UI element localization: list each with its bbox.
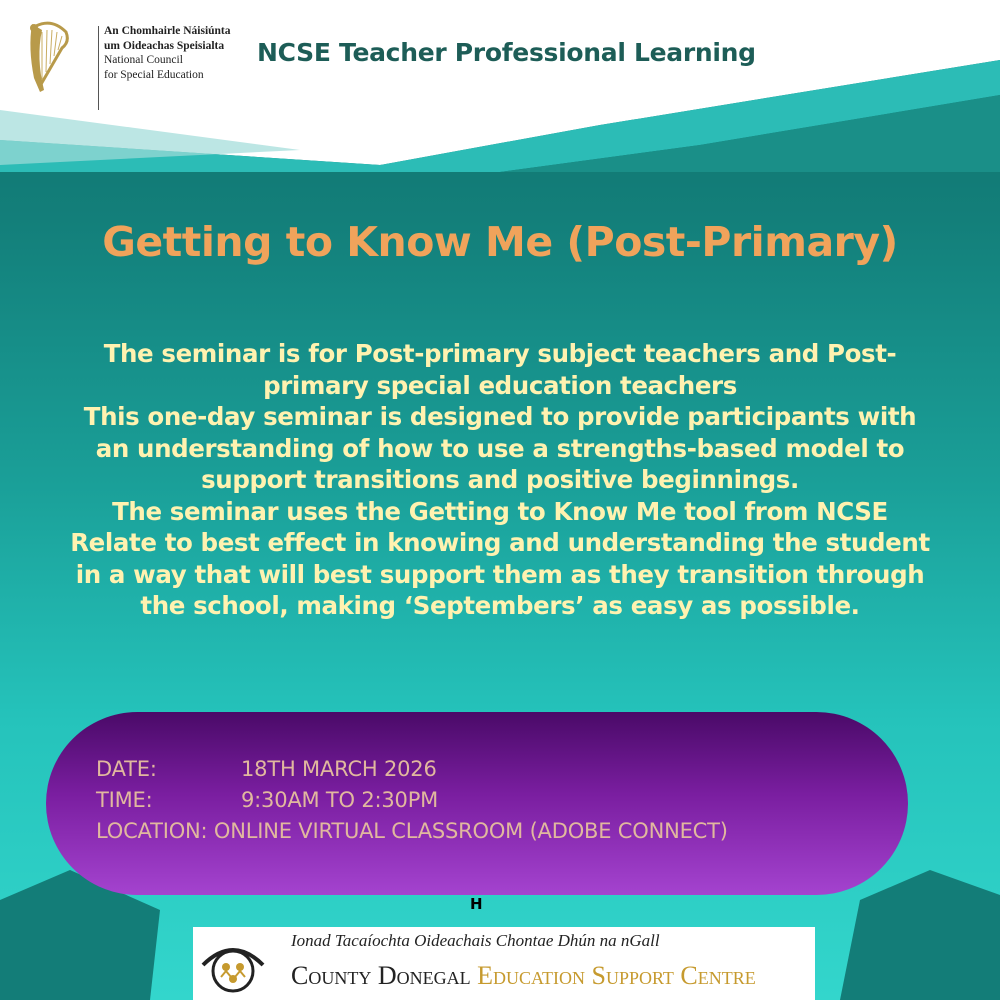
date-label: DATE:	[96, 757, 157, 781]
details-panel	[46, 712, 908, 895]
location-value: ONLINE VIRTUAL CLASSROOM (ADOBE CONNECT)	[213, 819, 728, 843]
stray-mark: H	[470, 895, 483, 913]
time-label: TIME:	[96, 788, 153, 812]
description-line: in a way that will best support them as they transition through	[75, 559, 925, 589]
logo-line: um Oideachas Speisialta	[104, 39, 225, 52]
ncse-logo	[22, 18, 237, 100]
description-line: This one-day seminar is designed to provide participants with	[83, 402, 917, 431]
footer-name-part2: Education Support Centre	[477, 961, 756, 990]
time-row	[96, 788, 439, 812]
description-line: The seminar uses the Getting to Know Me tool from NCSE	[112, 496, 888, 526]
description-line: the school, making ‘Septembers’ as easy as possible.	[140, 591, 860, 620]
footer-name-part1: County Donegal	[291, 961, 471, 990]
logo-line: for Special Education	[104, 68, 204, 81]
seminar-description	[10, 338, 990, 622]
page-title: Getting to Know Me (Post-Primary)	[102, 218, 898, 266]
footer-irish-name: Ionad Tacaíochta Oideachais Chontae Dhún na nGall	[291, 931, 660, 950]
date-row	[96, 757, 437, 781]
logo-divider	[98, 26, 99, 110]
harp-icon	[22, 18, 74, 96]
description-line: Relate to best effect in knowing and understanding the student	[70, 528, 930, 557]
logo-line: An Chomhairle Náisiúnta	[104, 25, 231, 37]
footer-centre-name	[291, 961, 756, 991]
description-line: support transitions and positive beginnings.	[201, 465, 799, 494]
description-line: primary special education teachers	[263, 370, 737, 400]
location-row	[96, 819, 728, 843]
header-title: NCSE Teacher Professional Learning	[257, 38, 756, 67]
description-line: an understanding of how to use a strengths-based model to	[95, 433, 905, 463]
location-label: LOCATION:	[96, 819, 208, 843]
eye-emblem-icon	[199, 931, 267, 999]
logo-line: National Council	[104, 54, 183, 66]
time-value: 9:30AM TO 2:30PM	[241, 788, 439, 812]
logo-text	[104, 24, 231, 82]
date-value: 18TH MARCH 2026	[241, 757, 437, 781]
donegal-esc-logo	[193, 927, 815, 1000]
description-line: The seminar is for Post-primary subject teachers and Post-	[103, 339, 897, 368]
